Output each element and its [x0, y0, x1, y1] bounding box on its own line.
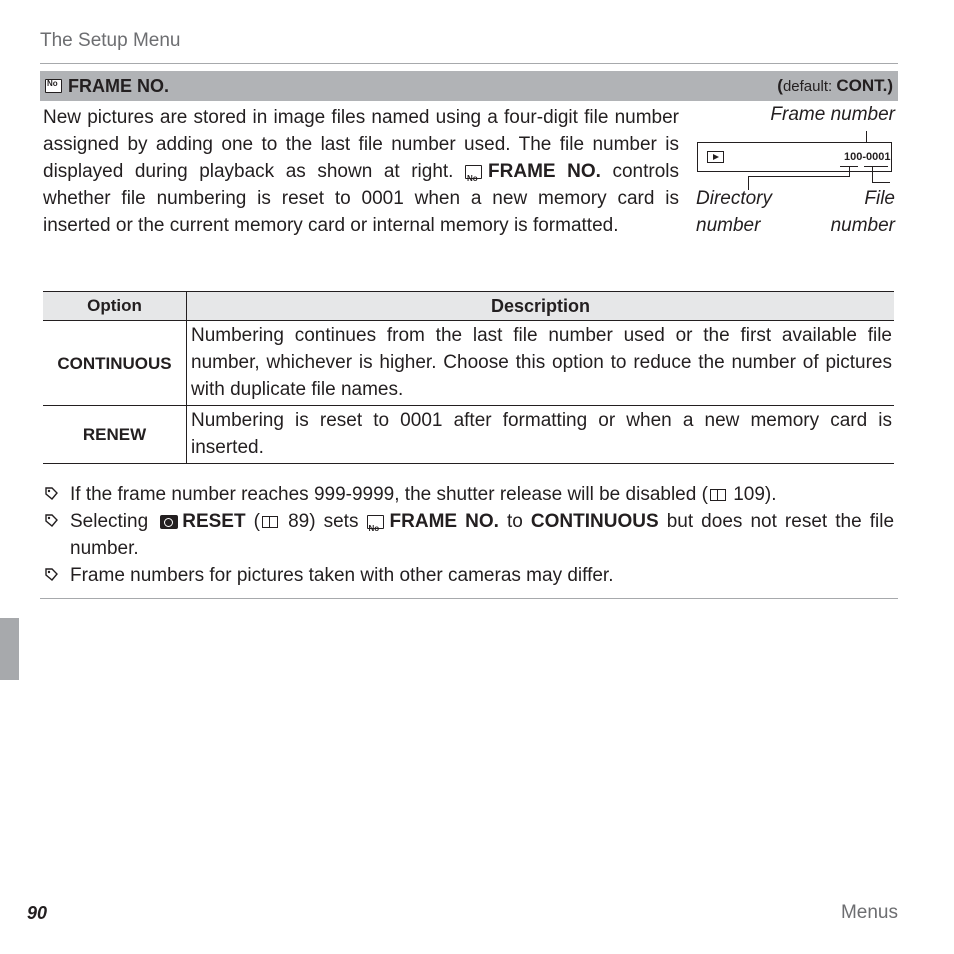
frame-number-diagram — [694, 104, 898, 244]
frame-no-icon — [367, 515, 384, 529]
option-description: Numbering continues from the last file number used or the first available file number, whichever is higher. Choose this option to reduce the number of pictures with duplicate file names. — [187, 321, 895, 406]
intro-text-1: New pictures are stored in image files named using a four-digit file number assigned by adding one to the last file number used. The file number is displayed during playback as shown at right. — [43, 107, 679, 182]
table-header-row — [43, 292, 894, 321]
leader-line — [849, 167, 850, 177]
frame-no-icon — [465, 165, 482, 179]
bracket-file — [864, 166, 888, 167]
page-reference-icon — [262, 516, 278, 528]
leader-line — [872, 182, 890, 183]
frame-no-icon — [45, 79, 62, 93]
column-header-option: Option — [43, 292, 187, 321]
footer-section-name: Menus — [840, 902, 898, 923]
header-rule — [40, 63, 898, 64]
file-label — [831, 185, 895, 239]
directory-label-line1: Directory — [696, 188, 773, 209]
section-title-text: FRAME NO. — [68, 75, 169, 96]
option-name: RENEW — [43, 406, 187, 464]
section-title — [45, 76, 169, 97]
notes-list — [43, 481, 894, 589]
option-name: CONTINUOUS — [43, 321, 187, 406]
running-head: The Setup Menu — [40, 30, 181, 51]
note-text: Frame numbers for pictures taken with other cameras may differ. — [70, 565, 614, 586]
note-text: If the frame number reaches 999-9999, the shutter release will be disabled ( — [70, 484, 708, 505]
note-bold-continuous: CONTINUOUS — [530, 511, 659, 532]
default-setting — [777, 76, 893, 96]
page-reference-icon — [710, 489, 726, 501]
options-table — [43, 291, 894, 464]
default-open: ( — [777, 76, 783, 95]
leader-line — [872, 167, 873, 183]
file-label-line2: number — [830, 215, 895, 236]
playback-screen — [697, 142, 892, 172]
directory-label — [696, 185, 772, 239]
section-tab — [0, 618, 19, 680]
intro-bold-term: FRAME NO. — [488, 161, 601, 182]
note-item — [43, 481, 894, 508]
option-description: Numbering is reset to 0001 after formatting or when a new memory card is inserted. — [187, 406, 895, 464]
note-bold-reset: RESET — [182, 511, 246, 532]
intro-paragraph — [43, 104, 679, 239]
note-tag-icon — [45, 514, 58, 527]
leader-line — [748, 176, 849, 177]
frame-number-label: Frame number — [770, 104, 895, 125]
section-end-rule — [40, 598, 898, 599]
note-item — [43, 562, 894, 589]
note-item — [43, 508, 894, 562]
file-label-line1: File — [864, 188, 895, 209]
default-label: default: — [782, 78, 837, 95]
note-page-ref: 89) sets — [280, 511, 367, 532]
note-text: to — [498, 511, 531, 532]
default-value: CONT. — [836, 76, 888, 95]
page-number: 90 — [27, 903, 48, 923]
note-bold-frame-no: FRAME NO. — [389, 511, 499, 532]
note-page-ref: 109). — [727, 484, 777, 505]
table-row — [43, 406, 894, 464]
directory-label-line2: number — [696, 215, 761, 236]
note-text: but does not reset the file number. — [70, 511, 895, 559]
note-text: Selecting — [70, 511, 157, 532]
note-text: ( — [245, 511, 260, 532]
intro-text-2: controls whether file numbering is reset to 0001 when a new memory card is inserted or the current memory card or internal memory is formatted. — [43, 161, 680, 236]
reset-icon — [160, 515, 178, 529]
section-heading-bar — [40, 71, 898, 101]
playback-icon — [707, 151, 724, 163]
frame-number-readout: 100-0001 — [844, 151, 891, 163]
note-tag-icon — [45, 487, 58, 500]
table-row — [43, 321, 894, 406]
default-close: ) — [887, 76, 893, 95]
note-tag-icon — [45, 568, 58, 581]
column-header-description: Description — [187, 292, 895, 321]
